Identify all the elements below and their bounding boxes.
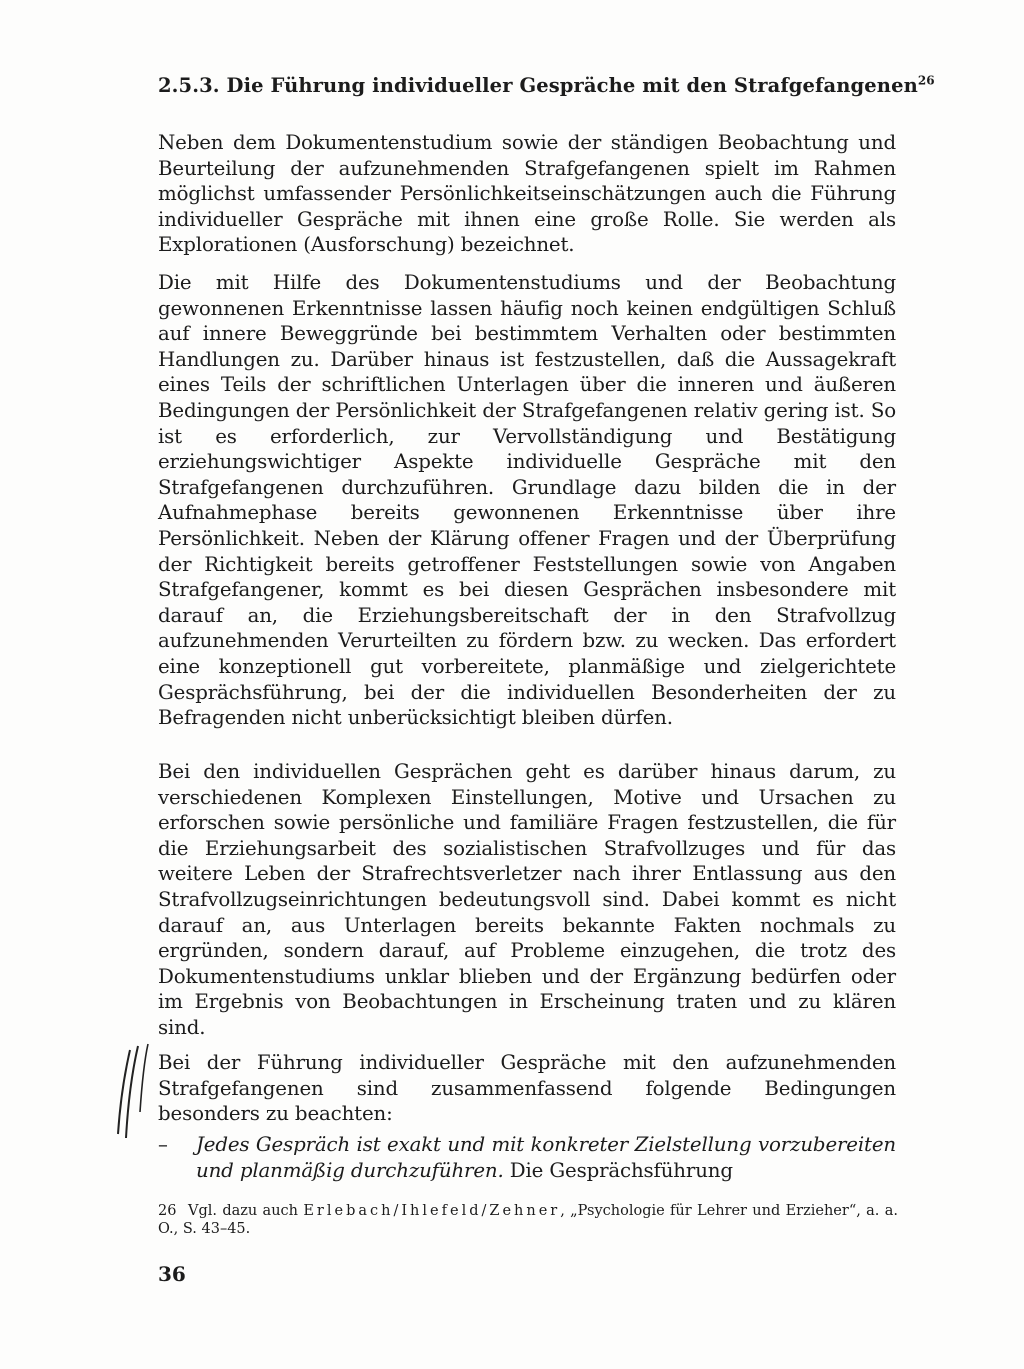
list-item-text [196, 1132, 896, 1183]
footnote-reference: 26 [917, 73, 935, 88]
section-heading [158, 72, 935, 100]
handwritten-margin-mark [108, 1042, 154, 1142]
footnote-prefix: Vgl. dazu auch [188, 1203, 304, 1219]
paragraph-text: Bei den individuellen Gesprächen geht es darüber hinaus darum, zu verschiedenen Komplexen Einstellungen, Motive und Ursachen zu erforschen sowie persönliche und familiäre Fragen festzustellen, die für die Erziehungsarbeit des sozialistischen Strafvollzuges und für das weitere Leben der Strafrechtsverletzer nach ihrer Entlassung aus den Strafvollzugseinrichtungen bedeutungsvoll sind. Dabei kommt es nicht darauf an, aus Unterlagen bereits bekannte Fakten nochmals zu ergründen, sondern darauf, auf Probleme einzugehen, die trotz des Dokumentenstudiums unklar blieben und der Ergänzung bedürfen oder im Ergebnis von Beobachtungen in Erscheinung traten und zu klären sind. [158, 760, 896, 1039]
footnote-authors: Erlebach/Ihlefeld/Zehner [303, 1203, 561, 1219]
footnote [158, 1202, 898, 1238]
paragraph-4 [158, 1050, 896, 1127]
paragraph-text: Bei der Führung individueller Gespräche mit den aufzunehmenden Strafgefangenen sind zusammenfassend folgende Bedingungen besonders zu beachten: [158, 1051, 896, 1126]
paragraph-1 [158, 130, 896, 258]
list-item [158, 1132, 896, 1183]
paragraph-text: Die mit Hilfe des Dokumentenstudiums und der Beobachtung gewonnenen Erkenntnisse lassen häufig noch keinen endgültigen Schluß auf innere Beweggründe bei bestimmtem Verhalten oder bestimmten Handlungen zu. Darüber hinaus ist festzustellen, daß die Aussagekraft eines Teils der schriftlichen Unterlagen über die inneren und äußeren Bedingungen der Persönlichkeit der Strafgefangenen relativ gering ist. So ist es erforderlich, zur Vervollständigung und Bestätigung erziehungswichtiger Aspekte individuelle Gespräche mit den Strafgefangenen durchzuführen. Grundlage dazu bilden die in der Aufnahmephase bereits gewonnenen Erkenntnisse über ihre Persönlichkeit. Neben der Klärung offener Fragen und der Überprüfung der Richtigkeit bereits getroffener Feststellungen sowie von Angaben Strafgefangener, kommt es bei diesen Gesprächen insbesondere mit darauf an, die Erziehungsbereitschaft der in den Strafvollzug aufzunehmenden Verurteilten zu fördern bzw. zu wecken. Das erfordert eine konzeptionell gut vorbereitete, planmäßige und zielgerichtete Gesprächsführung, bei der die individuellen Besonderheiten der zu Befragenden nicht unberücksichtigt bleiben dürfen. [158, 271, 896, 730]
footnote-rest: , „Psychologie für Lehrer und Erzieher“, a. a. O., S. 43–45. [158, 1203, 898, 1237]
list-item-italic: Jedes Gespräch ist exakt und mit konkreter Zielstellung vorzubereiten und planmäßig durchzuführen. [196, 1133, 896, 1182]
section-heading-text: 2.5.3. Die Führung individueller Gespräche mit den Strafgefangenen [158, 74, 918, 97]
footnote-number: 26 [158, 1203, 177, 1219]
paragraph-3 [158, 759, 896, 1041]
page-number: 36 [158, 1262, 186, 1286]
paragraph-2 [158, 270, 896, 731]
list-dash: – [158, 1133, 168, 1156]
conditions-list [158, 1132, 896, 1183]
list-item-rest: Die Gesprächsführung [503, 1158, 733, 1182]
paragraph-text: Neben dem Dokumentenstudium sowie der ständigen Beobachtung und Beurteilung der aufzunehmenden Strafgefangenen spielt im Rahmen möglichst umfassender Persönlichkeitseinschätzungen auch die Führung individueller Gespräche mit ihnen eine große Rolle. Sie werden als Explorationen (Ausforschung) bezeichnet. [158, 131, 896, 257]
